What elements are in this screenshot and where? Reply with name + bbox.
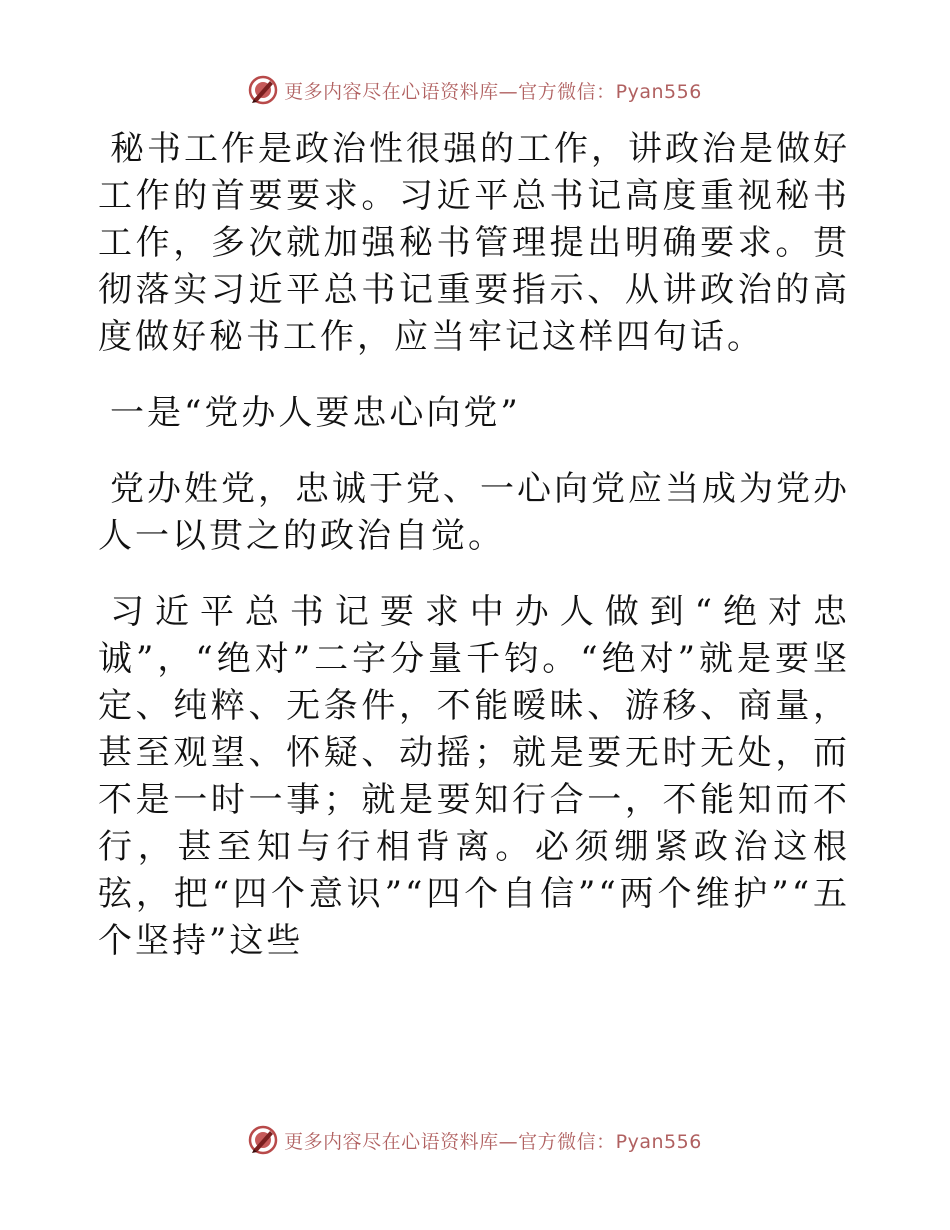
- pen-seal-logo-icon: [248, 1125, 278, 1155]
- section-heading: 一是“党办人要忠心向党”: [110, 393, 521, 433]
- document-body: [98, 126, 850, 965]
- pen-seal-logo-icon: [248, 75, 278, 105]
- footer-watermark: [0, 1120, 950, 1160]
- paragraph: 秘书工作是政治性很强的工作，讲政治是做好工作的首要要求。习近平总书记高度重视秘书工作，多次就加强秘书管理提出明确要求。贯彻落实习近平总书记重要指示、从讲政治的高度做好秘书工作，应当牢记这样四句话。: [98, 129, 850, 357]
- paragraph: 党办姓党，忠诚于党、一心向党应当成为党办人一以贯之的政治自觉。: [98, 469, 850, 556]
- paragraph: 习近平总书记要求中办人做到“绝对忠诚”，“绝对”二字分量千钧。“绝对”就是要坚定、纯粹、无条件，不能暧昧、游移、商量，甚至观望、怀疑、动摇；就是要无时无处，而不是一时一事；就是要知行合一，不能知而不行，甚至知与行相背离。必须绷紧政治这根弦，把“四个意识”“四个自信”“两个维护”“五个坚持”这些: [98, 592, 850, 961]
- header-watermark: [0, 70, 950, 110]
- watermark-text: 更多内容尽在心语资料库—官方微信：Pyan556: [284, 1130, 702, 1153]
- watermark-text: 更多内容尽在心语资料库—官方微信：Pyan556: [284, 80, 702, 103]
